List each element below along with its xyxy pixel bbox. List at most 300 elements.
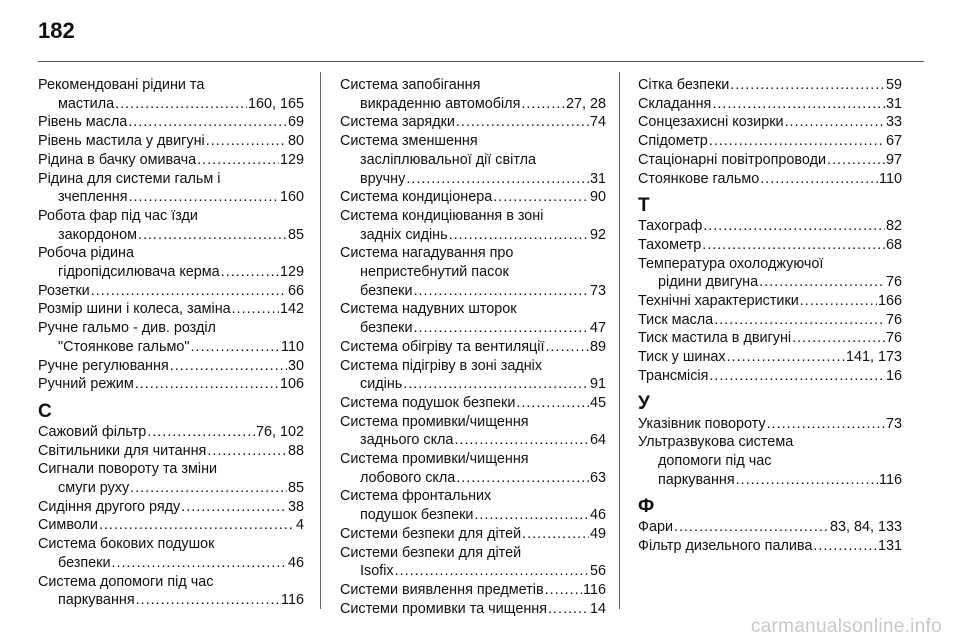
index-entry	[38, 460, 304, 497]
index-entry-line	[38, 573, 304, 592]
index-entry-line	[340, 207, 606, 226]
index-entry	[340, 188, 606, 207]
dot-leader	[545, 581, 582, 600]
index-page-ref: 91	[589, 376, 606, 393]
index-term: Система зменшення	[340, 133, 478, 150]
dot-leader	[760, 170, 878, 189]
index-term: Стоянкове гальмо	[638, 170, 760, 187]
index-page-ref: 49	[589, 525, 606, 542]
index-entry	[638, 255, 902, 292]
index-entry-line	[38, 375, 304, 394]
index-term: Тиск масла	[638, 311, 714, 328]
index-entry	[638, 415, 902, 434]
index-term: вручну	[360, 170, 406, 187]
index-entry	[340, 76, 606, 113]
index-term: безпеки	[360, 282, 413, 299]
index-entry-line	[340, 170, 606, 189]
index-page-ref: 116	[879, 471, 902, 488]
index-term: Система допомоги під час	[38, 573, 214, 590]
index-term: Тахометр	[638, 236, 702, 253]
index-entry	[638, 518, 902, 537]
index-entry	[38, 244, 304, 281]
index-letter-heading: У	[638, 392, 650, 414]
index-page-ref: 166	[877, 293, 902, 310]
dot-leader	[516, 394, 589, 413]
dot-leader	[702, 236, 885, 255]
index-entry	[38, 498, 304, 517]
index-entry-line	[38, 113, 304, 132]
index-entry-line	[638, 170, 902, 189]
index-entry	[38, 76, 304, 113]
index-entry	[340, 450, 606, 487]
index-entry	[340, 132, 606, 188]
dot-leader	[197, 151, 279, 170]
index-term: паркування	[658, 471, 735, 488]
index-entry-line	[638, 113, 902, 132]
index-entry-line	[38, 319, 304, 338]
index-entry-line	[638, 311, 902, 330]
index-entry-line	[638, 471, 902, 490]
index-entry	[638, 348, 902, 367]
index-page-ref: 73	[589, 282, 606, 299]
index-entry-line	[340, 95, 606, 114]
index-term: Система промивки/чищення	[340, 451, 529, 468]
index-page-ref: 59	[885, 77, 902, 93]
index-term: Системи промивки та чищення	[340, 600, 548, 617]
index-entry-line	[38, 188, 304, 207]
index-term: Система кондиціонера	[340, 189, 493, 206]
index-page-ref: 92	[589, 226, 606, 243]
dot-leader	[112, 554, 287, 573]
index-term: зчеплення	[58, 189, 128, 206]
index-page-ref: 110	[879, 170, 902, 187]
dot-leader	[493, 188, 589, 207]
index-entry-line	[340, 357, 606, 376]
dot-leader	[190, 338, 280, 357]
index-page-ref: 82	[885, 218, 902, 235]
index-term: Сидіння другого ряду	[38, 498, 181, 515]
index-term: сидінь	[360, 376, 403, 393]
index-page-ref: 142	[279, 301, 304, 318]
dot-leader	[736, 471, 878, 490]
index-entry-line	[38, 479, 304, 498]
index-entry-line	[340, 506, 606, 525]
dot-leader	[232, 300, 279, 319]
index-entry-line	[638, 367, 902, 386]
index-entry-line	[340, 151, 606, 170]
index-entry	[38, 300, 304, 319]
dot-leader	[128, 113, 287, 132]
index-entry	[340, 394, 606, 413]
index-entry-line	[340, 375, 606, 394]
index-term: Сигнали повороту та зміни	[38, 461, 218, 478]
index-entry-line	[340, 338, 606, 357]
index-entry-line	[638, 433, 902, 452]
index-term: безпеки	[58, 554, 111, 571]
index-entry-line	[38, 300, 304, 319]
dot-leader	[136, 591, 280, 610]
index-entry	[638, 217, 902, 236]
index-entry	[38, 319, 304, 356]
index-entry	[340, 581, 606, 600]
index-term: Ручний режим	[38, 376, 134, 393]
index-page-ref: 116	[281, 592, 304, 609]
index-page-ref: 76	[885, 330, 902, 347]
index-term: рідини двигуна	[658, 274, 759, 291]
index-entry	[38, 170, 304, 207]
watermark: carmanualsonline.info	[750, 616, 942, 637]
index-term: Рівень масла	[38, 114, 128, 131]
index-page-ref: 38	[287, 498, 304, 515]
index-page-ref: 67	[885, 133, 902, 150]
index-entry-line	[340, 300, 606, 319]
index-term: Розетки	[38, 282, 90, 299]
index-page-ref: 106	[279, 376, 304, 393]
index-entry-line	[340, 544, 606, 563]
index-term: "Стоянкове гальмо"	[58, 338, 190, 355]
index-entry	[38, 375, 304, 394]
index-column-3	[638, 76, 902, 556]
page-number: 182	[38, 18, 75, 43]
index-term: подушок безпеки	[360, 507, 474, 524]
dot-leader	[730, 76, 885, 95]
index-term: паркування	[58, 592, 135, 609]
index-page-ref: 63	[589, 469, 606, 486]
index-entry	[638, 170, 902, 189]
index-page-ref: 31	[885, 95, 902, 112]
index-page-ref: 129	[279, 264, 304, 281]
index-term: Сітка безпеки	[638, 77, 730, 93]
dot-leader	[709, 367, 885, 386]
index-entry	[38, 442, 304, 461]
index-term: Рекомендовані рідини та	[38, 77, 205, 93]
dot-leader	[115, 95, 247, 114]
index-term: Робоча рідина	[38, 245, 134, 262]
dot-leader	[792, 329, 885, 348]
index-entry-line	[638, 236, 902, 255]
dot-leader	[129, 188, 279, 207]
dot-leader	[456, 469, 589, 488]
index-page-ref: 30	[287, 357, 304, 374]
index-entry-line	[38, 498, 304, 517]
index-entry-line	[38, 151, 304, 170]
index-entry	[638, 76, 902, 95]
index-term: Система запобігання	[340, 77, 481, 93]
index-term: допомоги під час	[658, 452, 772, 469]
index-term: Ручне регулювання	[38, 357, 169, 374]
dot-leader	[91, 282, 287, 301]
index-entry-line	[38, 244, 304, 263]
index-term: Система промивки/чищення	[340, 413, 529, 430]
index-entry	[340, 207, 606, 244]
index-page-ref: 4	[295, 517, 304, 534]
index-term: Система зарядки	[340, 114, 455, 131]
index-entry	[638, 329, 902, 348]
index-term: Рідина для системи гальм і	[38, 170, 221, 187]
index-page-ref: 47	[589, 320, 606, 337]
index-entry-line	[638, 76, 902, 95]
index-term: Система бокових подушок	[38, 536, 215, 553]
index-page-ref: 116	[583, 581, 606, 598]
index-page-ref: 97	[885, 151, 902, 168]
index-page-ref: 129	[279, 151, 304, 168]
index-page-ref: 16	[885, 367, 902, 384]
index-entry-line	[340, 562, 606, 581]
index-entry-line	[38, 554, 304, 573]
index-entry-line	[638, 255, 902, 274]
index-entry	[638, 537, 902, 556]
index-entry-line	[38, 460, 304, 479]
dot-leader	[403, 375, 589, 394]
index-entry	[340, 300, 606, 337]
index-entry-line	[38, 170, 304, 189]
index-page-ref: 56	[589, 563, 606, 580]
index-entry-line	[638, 537, 902, 556]
index-term: Розмір шини і колеса, заміна	[38, 301, 231, 318]
dot-leader	[406, 170, 589, 189]
dot-leader	[759, 273, 885, 292]
index-term: закордоном	[58, 226, 137, 243]
index-entry	[638, 95, 902, 114]
dot-leader	[727, 348, 845, 367]
dot-leader	[206, 132, 287, 151]
index-entry-line	[38, 76, 304, 95]
index-page-ref: 80	[287, 133, 304, 150]
index-term: Стаціонарні повітропроводи	[638, 151, 827, 168]
index-term: Система нагадування про	[340, 245, 514, 262]
index-page-ref: 46	[589, 507, 606, 524]
index-page-ref: 69	[287, 114, 304, 131]
index-entry-line	[340, 469, 606, 488]
index-term: Системи виявлення предметів	[340, 581, 544, 598]
index-entry	[340, 113, 606, 132]
index-entry-line	[340, 431, 606, 450]
index-term: Світильники для читання	[38, 442, 207, 459]
index-entry	[340, 544, 606, 581]
index-entry-line	[340, 450, 606, 469]
index-entry-line	[38, 95, 304, 114]
index-letter-heading: С	[38, 400, 52, 422]
index-entry-line	[38, 423, 304, 442]
index-term: Символи	[38, 517, 98, 534]
index-term: задніх сидінь	[360, 226, 448, 243]
index-entry-line	[38, 591, 304, 610]
dot-leader	[522, 525, 589, 544]
index-entry-line	[38, 442, 304, 461]
index-entry	[38, 132, 304, 151]
index-term: Рівень мастила у двигуні	[38, 133, 205, 150]
dot-leader	[207, 442, 287, 461]
index-page-ref: 131	[877, 538, 902, 555]
index-term: Системи безпеки для дітей	[340, 544, 522, 561]
index-term: Спідометр	[638, 133, 708, 150]
index-page-ref: 66	[287, 282, 304, 299]
index-term: Тахограф	[638, 218, 703, 235]
index-entry-line	[638, 415, 902, 434]
index-term: Isofix	[360, 563, 394, 580]
index-entry-line	[340, 600, 606, 619]
dot-leader	[674, 518, 829, 537]
dot-leader	[147, 423, 255, 442]
index-entry-line	[340, 244, 606, 263]
index-page-ref: 14	[589, 600, 606, 617]
index-entry	[638, 132, 902, 151]
index-page-ref: 45	[589, 394, 606, 411]
index-term: непристебнутий пасок	[360, 264, 509, 281]
index-term: Система обігріву та вентиляції	[340, 338, 545, 355]
index-entry-line	[638, 151, 902, 170]
index-term: Трансмісія	[638, 367, 709, 384]
index-page-ref: 85	[287, 226, 304, 243]
index-entry-line	[638, 273, 902, 292]
dot-leader	[99, 516, 295, 535]
index-page-ref: 110	[281, 338, 304, 355]
index-entry-line	[638, 452, 902, 471]
index-entry	[340, 487, 606, 524]
index-term: Рідина в бачку омивача	[38, 151, 197, 168]
index-page-ref: 68	[885, 236, 902, 253]
index-entry	[638, 367, 902, 386]
index-term: смуги руху	[58, 480, 130, 497]
index-term: мастила	[58, 95, 115, 112]
index-page-ref: 76, 102	[255, 423, 304, 440]
index-page-ref: 27, 28	[565, 95, 606, 112]
index-entry	[638, 236, 902, 255]
index-entry-line	[638, 348, 902, 367]
index-entry-line	[340, 188, 606, 207]
dot-leader	[827, 151, 885, 170]
index-page-ref: 76	[885, 311, 902, 328]
index-page-ref: 160, 165	[247, 95, 304, 112]
index-entry	[340, 525, 606, 544]
column-divider-2	[619, 72, 620, 609]
index-term: Фари	[638, 519, 673, 536]
dot-leader	[395, 562, 589, 581]
index-entry-line	[38, 535, 304, 554]
index-column-2	[340, 76, 606, 618]
index-page-ref: 83, 84, 133	[829, 519, 902, 536]
index-entry-line	[340, 76, 606, 95]
header-rule	[38, 61, 924, 62]
index-entry-line	[638, 518, 902, 537]
index-page-ref: 74	[589, 114, 606, 131]
index-page-ref: 90	[589, 189, 606, 206]
dot-leader	[221, 263, 279, 282]
index-entry-line	[340, 413, 606, 432]
index-entry-line	[638, 217, 902, 236]
index-term: Робота фар під час їзди	[38, 207, 198, 224]
index-term: Ультразвукова система	[638, 434, 794, 451]
dot-leader	[454, 431, 589, 450]
index-entry-line	[340, 113, 606, 132]
index-term: засліплювальної дії світла	[360, 151, 537, 168]
dot-leader	[548, 600, 589, 619]
dot-leader	[813, 537, 877, 556]
index-term: Система підігріву в зоні задніх	[340, 357, 543, 374]
index-page-ref: 73	[885, 415, 902, 432]
index-entry-line	[38, 516, 304, 535]
index-letter-heading: Ф	[638, 496, 655, 518]
index-page-ref: 89	[589, 338, 606, 355]
index-entry	[638, 311, 902, 330]
index-term: Система надувних шторок	[340, 301, 517, 318]
dot-leader	[703, 217, 885, 236]
index-term: лобового скла	[360, 469, 456, 486]
index-entry-line	[340, 525, 606, 544]
dot-leader	[138, 226, 287, 245]
index-entry	[38, 207, 304, 244]
dot-leader	[181, 498, 287, 517]
index-term: Температура охолоджуючої	[638, 255, 824, 272]
index-page-ref: 33	[885, 114, 902, 131]
index-entry	[340, 600, 606, 619]
index-entry	[638, 433, 902, 489]
index-term: Система кондиціювання в зоні	[340, 207, 544, 224]
index-term: Ручне гальмо - див. розділ	[38, 320, 216, 337]
index-entry	[340, 338, 606, 357]
index-term: Система фронтальних	[340, 488, 492, 505]
dot-leader	[521, 95, 565, 114]
column-divider-1	[320, 72, 321, 609]
index-entry-line	[340, 394, 606, 413]
index-term: Складання	[638, 95, 712, 112]
dot-leader	[170, 357, 287, 376]
dot-leader	[709, 132, 885, 151]
index-entry	[340, 244, 606, 300]
index-entry-line	[38, 263, 304, 282]
index-entry	[38, 535, 304, 572]
index-term: Указівник повороту	[638, 415, 766, 432]
index-page-ref: 85	[287, 480, 304, 497]
dot-leader	[449, 226, 589, 245]
index-page-ref: 160	[279, 189, 304, 206]
index-entry	[38, 113, 304, 132]
index-term: гідропідсилювача керма	[58, 264, 220, 281]
index-page-ref: 141, 173	[845, 349, 902, 366]
index-page-ref: 64	[589, 432, 606, 449]
dot-leader	[546, 338, 589, 357]
dot-leader	[130, 479, 287, 498]
index-entry	[38, 423, 304, 442]
index-term: Тиск мастила в двигуні	[638, 330, 792, 347]
index-letter-heading: Т	[638, 195, 650, 217]
index-term: безпеки	[360, 320, 413, 337]
index-page-ref: 88	[287, 442, 304, 459]
index-entry	[340, 357, 606, 394]
index-entry	[638, 113, 902, 132]
index-entry-line	[638, 329, 902, 348]
index-entry	[38, 282, 304, 301]
index-entry-line	[340, 226, 606, 245]
dot-leader	[800, 292, 877, 311]
index-entry-line	[38, 338, 304, 357]
dot-leader	[785, 113, 885, 132]
index-entry-line	[38, 132, 304, 151]
index-entry	[38, 516, 304, 535]
index-entry-line	[38, 226, 304, 245]
index-page-ref: 76	[885, 274, 902, 291]
index-entry-line	[38, 357, 304, 376]
index-term: Системи безпеки для дітей	[340, 525, 522, 542]
index-entry-line	[38, 282, 304, 301]
index-term: Тиск у шинах	[638, 349, 726, 366]
dot-leader	[714, 311, 885, 330]
index-entry-line	[638, 292, 902, 311]
index-entry	[638, 292, 902, 311]
index-term: Сажовий фільтр	[38, 423, 147, 440]
dot-leader	[414, 282, 589, 301]
index-entry-line	[340, 319, 606, 338]
